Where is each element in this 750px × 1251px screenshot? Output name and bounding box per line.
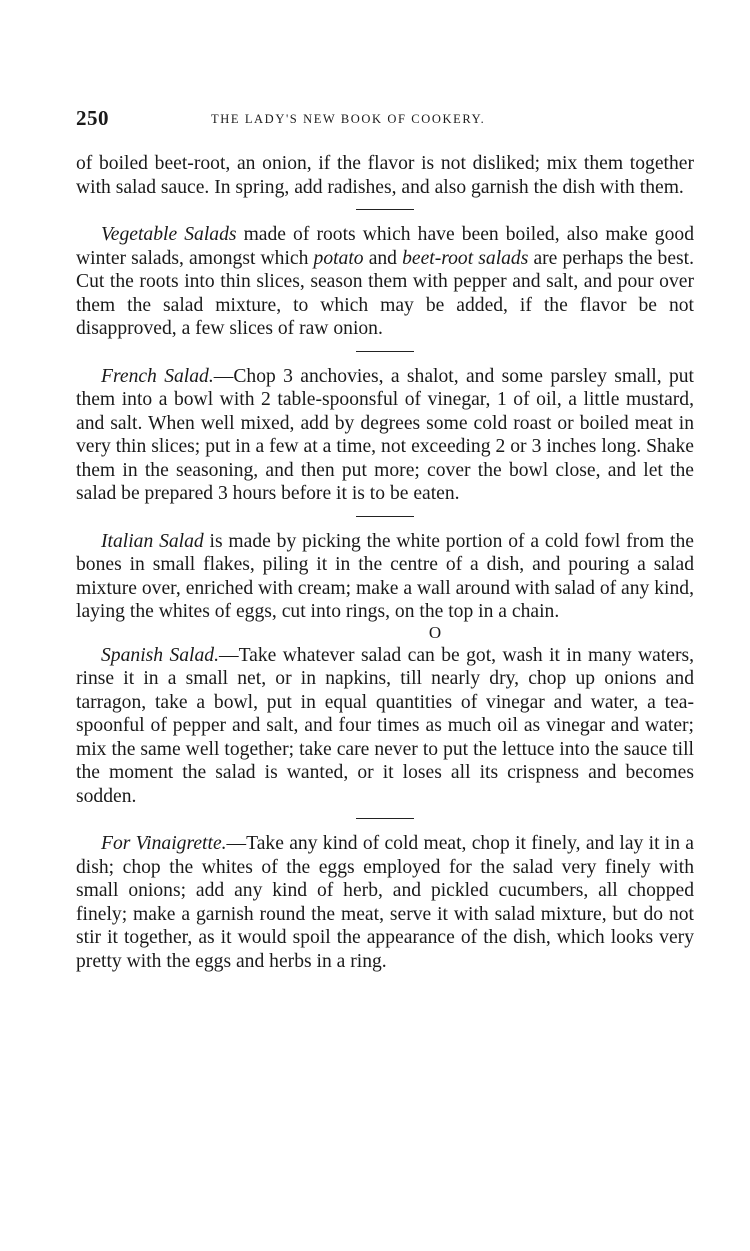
text-run: —Take any kind of cold meat, chop it finely, and lay it in a dish; chop the whites of the eggs employed for the salad very finely with small onions; add any kind of herb, and pickled cucumbers, all chopped finely; make a garnish round the meat, serve it with salad mixture, but do not stir it together, as it would spoil the appearance of the dish, which looks very pretty with the eggs and herbs in a ring.	[76, 833, 694, 972]
paragraph-spanish-salad	[76, 644, 694, 809]
running-title: THE LADY'S NEW BOOK OF COOKERY.	[211, 112, 486, 126]
paragraph-french-salad	[76, 365, 694, 506]
book-page	[76, 106, 694, 973]
italic-run: Spanish Salad.	[101, 644, 219, 666]
italic-run: Italian Salad	[101, 530, 204, 552]
text-run: —Chop 3 anchovies, a shalot, and some parsley small, put them into a bowl with 2 table-spoonsful of vinegar, 1 of oil, a little mustard, and salt. When well mixed, add by degrees some cold roast or boiled meat in very thin slices; put in a few at a time, not exceeding 2 or 3 inches long. Shake them in the seasoning, and then put more; cover the bowl close, and let the salad be prepared 3 hours before it is to be eaten.	[76, 365, 694, 504]
text-run: and	[363, 247, 403, 269]
text-run: of boiled beet-root, an onion, if the flavor is not disliked; mix them together with salad sauce. In spring, add radishes, and also garnish the dish with them.	[76, 153, 694, 198]
text-run: are perhaps the best. Cut the roots into thin slices, season them with pepper and salt, and pour over them the salad mixture, to which may be added, if the flavor be not disapproved, a few slices of raw onion.	[76, 247, 694, 339]
italic-run: beet-root salads	[402, 247, 529, 269]
text-run: is made by picking the white portion of a cold fowl from the bones in small flakes, piling it in the centre of a dish, and pouring a salad mixture over, enriched with cream; make a wall around with salad of any kind, laying the whites of eggs, cut into rings, on the top in a chain.	[76, 530, 694, 622]
text-run: made of roots which have been boiled, also make good winter salads, amongst which	[76, 224, 694, 269]
italic-run: French Salad.	[101, 365, 214, 387]
paragraph-for-vinaigrette	[76, 832, 694, 973]
italic-run: potato	[313, 247, 364, 269]
paragraph-italian-salad	[76, 530, 694, 624]
page-number: 250	[76, 106, 109, 130]
text-run: —Take whatever salad can be got, wash it in many waters, rinse it in a small net, or in napkins, till nearly dry, chop up onions and tarragon, take a bowl, put in equal quantities of vinegar and water, a tea-spoonful of pepper and salt, and four times as much oil as vinegar and water; mix the same well together; take care never to put the lettuce into the sauce till the moment the salad is wanted, or it loses all its crispness and becomes sodden.	[76, 644, 694, 807]
page-header	[76, 106, 694, 136]
italic-run: Vegetable Salads	[101, 224, 237, 245]
divider-ornament: O	[428, 622, 442, 642]
paragraph-vegetable-salads	[76, 223, 694, 341]
paragraph-continuation	[76, 152, 694, 199]
italic-run: For Vinaigrette.	[101, 833, 227, 854]
